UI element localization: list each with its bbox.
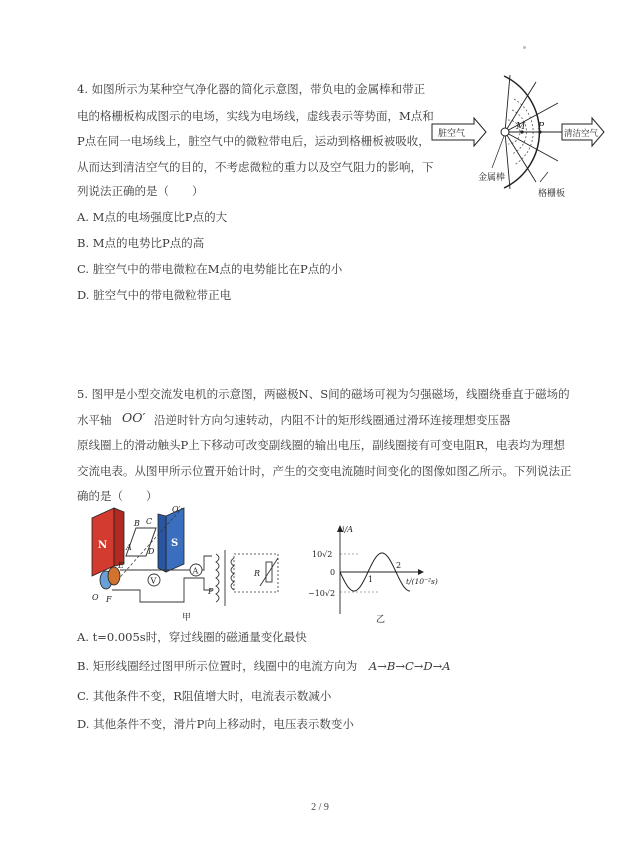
- ring-label-e: E: [118, 561, 124, 570]
- coil-label-c: C: [146, 517, 153, 526]
- resistor-r-label: R: [254, 569, 261, 578]
- scan-speck: [523, 46, 526, 49]
- q5-line-3: 原线圈上的滑动触头P上下移动可改变副线圈的输出电压，副线圈接有可变电阻R，电表均为理想: [77, 438, 565, 452]
- generator-diagram: [84, 506, 296, 624]
- point-p-label: P: [538, 122, 545, 132]
- ring-label-f: F: [106, 595, 112, 604]
- current-path-formula: A→B→C→D→A: [368, 659, 451, 673]
- origin-label: 0: [330, 568, 336, 577]
- coil-label-d: D: [148, 547, 155, 556]
- axis-oo-label: OO′: [122, 410, 146, 425]
- figure-yi-caption: 乙: [376, 615, 386, 625]
- y-min-label: −10√2: [308, 589, 336, 598]
- q4-line-3: P点在同一电场线上，脏空气中的微粒带电后，运动到格栅板被吸收，: [77, 134, 430, 148]
- y-max-label: 10√2: [312, 550, 333, 559]
- q5-line-2a: 水平轴: [77, 413, 112, 427]
- axis-o-prime-label: O′: [172, 506, 181, 514]
- q4-line-5: 列说法正确的是（ ）: [77, 184, 204, 198]
- q4-option-d[interactable]: D. 脏空气中的带电微粒带正电: [77, 288, 232, 302]
- x-axis-label: t/(10⁻²s): [406, 577, 438, 586]
- q5-line-5: 确的是（ ）: [77, 489, 158, 503]
- figure-jia-caption: 甲: [182, 613, 192, 623]
- n-pole-label: N: [98, 540, 108, 551]
- grid-plate-label: 格栅板: [538, 189, 566, 199]
- q4-line-2: 电的格栅板构成图示的电场，实线为电场线，虚线表示等势面，M点和: [77, 109, 434, 123]
- ammeter-label: A: [192, 566, 199, 576]
- x-tick-2: 2: [396, 561, 402, 570]
- page-number: 2 / 9: [311, 802, 329, 813]
- x-axis-arrow: [418, 569, 424, 575]
- q4-option-b[interactable]: B. M点的电势比P点的高: [77, 236, 205, 250]
- q4-option-c[interactable]: C. 脏空气中的带电微粒在M点的电势能比在P点的小: [77, 262, 343, 276]
- q5-line-2b: 沿逆时针方向匀速转动，内阻不计的矩形线圈通过滑环连接理想变压器: [154, 413, 511, 427]
- q5-line-4: 交流电表。从图甲所示位置开始计时，产生的交变电流随时间变化的图像如图乙所示。下列说法正: [77, 464, 572, 478]
- slider-p-label: P: [208, 587, 214, 596]
- q5-option-b[interactable]: [77, 658, 451, 674]
- axis-o-label: O: [92, 593, 99, 602]
- q5-option-b-text: B. 矩形线圈经过图甲所示位置时，线圈中的电流方向为: [77, 659, 358, 673]
- dirty-air-label: 脏空气: [438, 129, 466, 139]
- point-m-label: M: [516, 122, 526, 132]
- y-axis-label: i/A: [342, 525, 354, 534]
- q4-line-4: 从而达到清洁空气的目的，不考虑微粒的重力以及空气阻力的影响，下: [77, 160, 434, 174]
- clean-air-label: 清洁空气: [564, 129, 599, 139]
- q4-line-1: 4. 如图所示为某种空气净化器的简化示意图，带负电的金属棒和带正: [77, 82, 426, 96]
- q5-option-c[interactable]: C. 其他条件不变，R阻值增大时，电流表示数减小: [77, 689, 332, 703]
- metal-rod-label: 金属棒: [478, 173, 506, 183]
- current-time-chart: [300, 520, 450, 626]
- voltmeter-label: V: [150, 576, 157, 586]
- q5-line-1: 5. 图甲是小型交流发电机的示意图，两磁极N、S间的磁场可视为匀强磁场，线圈绕垂直于磁场的: [77, 387, 570, 401]
- q4-option-a[interactable]: A. M点的电场强度比P点的大: [77, 210, 228, 224]
- q5-option-a[interactable]: A. t=0.005s时，穿过线圈的磁通量变化最快: [77, 630, 307, 644]
- x-tick-1: 1: [368, 575, 374, 584]
- coil-label-a: A: [126, 543, 132, 552]
- coil-label-b: B: [134, 519, 140, 528]
- q5-option-d[interactable]: D. 其他条件不变，滑片P向上移动时，电压表示数变小: [77, 717, 354, 731]
- s-pole-label: S: [171, 538, 179, 549]
- air-purifier-diagram: [430, 72, 606, 200]
